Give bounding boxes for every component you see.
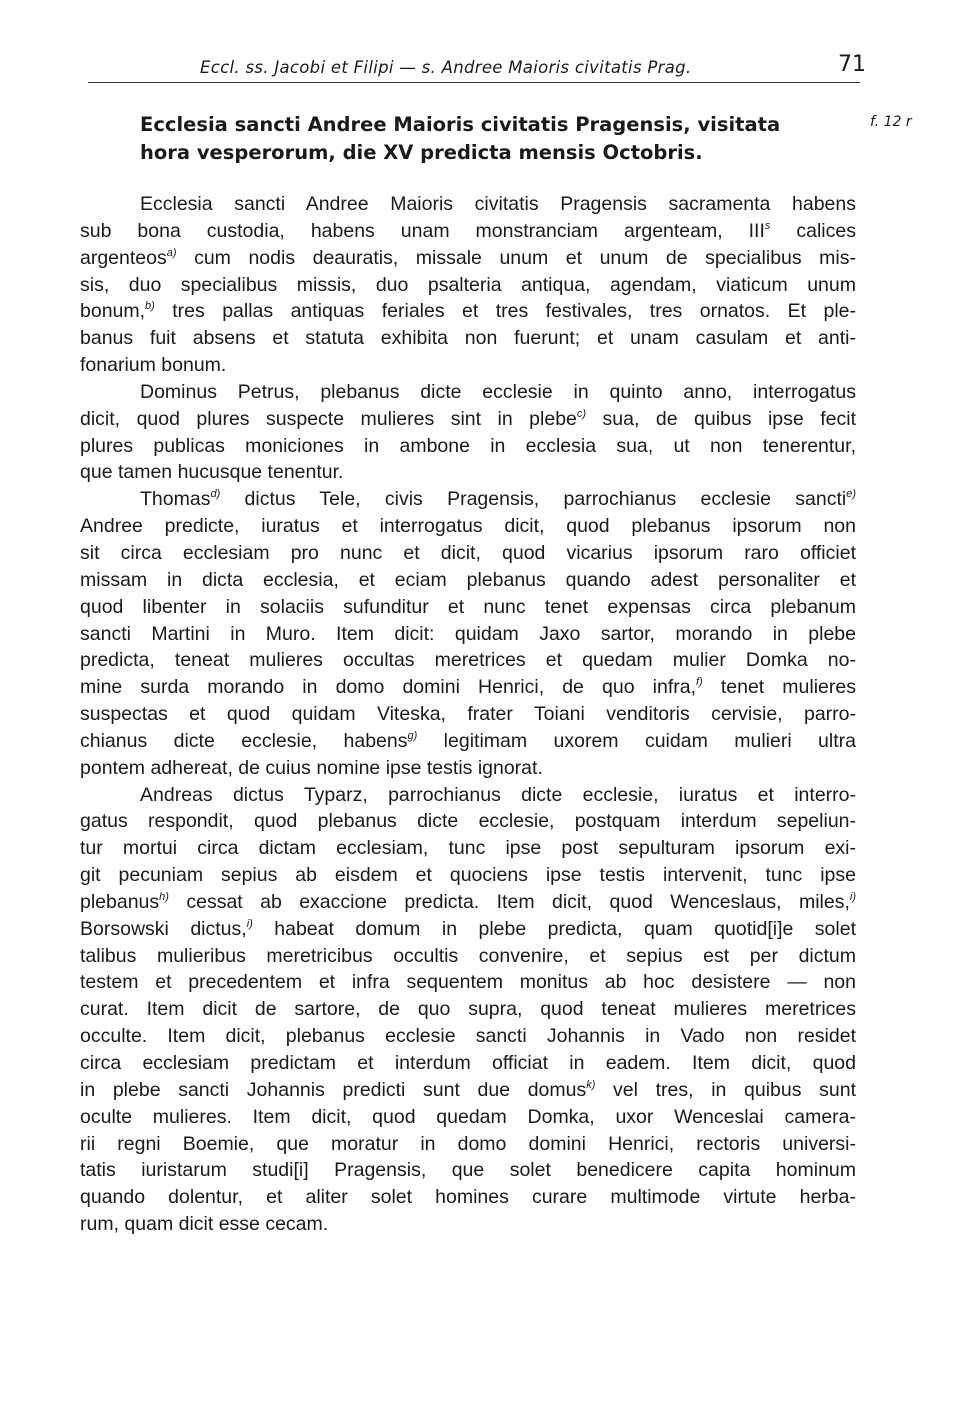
text-line: sis, duo specialibus missis, duo psalteria antiqua, agendam, viaticum unum [80, 273, 856, 296]
text-line: que tamen hucusque tenentur. [80, 461, 344, 484]
section-heading: Ecclesia sancti Andree Maioris civitatis Pragensis, visitata hora vesperorum, die XV predicta mensis Octobris. [140, 113, 781, 164]
text-line: tur mortui circa dictam ecclesiam, tunc ipse post sepulturam ipsorum exi- [80, 837, 856, 860]
text-line: missam in dicta ecclesia, et eciam plebanus quando adest personaliter et [80, 568, 856, 591]
footnote-marker: s [764, 219, 771, 232]
text-line: rii regni Boemie, que moratur in domo domini Henrici, rectoris universi- [80, 1132, 856, 1155]
text-line: oculte mulieres. Item dicit, quod quedam Domka, uxor Wenceslai camera- [80, 1105, 856, 1128]
text-line: in plebe sancti Johannis predicti sunt due domus$^{k)}$ vel tres, in quibus sunt [80, 1078, 857, 1101]
text-line: quando dolentur, et aliter solet homines curare multimode virtute herba- [80, 1186, 856, 1209]
header-rule [88, 82, 860, 83]
footnote-marker: i) [246, 917, 253, 930]
page-number: 71 [838, 52, 866, 77]
text-line: talibus mulieribus meretricibus occultis convenire, et sepius est per dictum [80, 944, 856, 967]
footnote-marker: i) [849, 890, 856, 903]
text-line: predicta, teneat mulieres occultas meretrices et quedam mulier Domka no- [80, 649, 856, 672]
text-line: banus fuit absens et statuta exhibita non fuerunt; et unam casulam et anti- [80, 327, 856, 350]
text-line: Andree predicte, iuratus et interrogatus dicit, quod plebanus ipsorum non [80, 515, 856, 538]
footnote-marker: c) [576, 407, 587, 420]
text-line: circa ecclesiam predictam et interdum officiat in eadem. Item dicit, quod [80, 1052, 856, 1074]
running-title: Eccl. ss. Jacobi et Filipi — s. Andree Maioris civitatis Prag. [200, 58, 692, 77]
footnote-marker: h) [159, 890, 169, 903]
text-line: Andreas dictus Typarz, parrochianus dicte ecclesie, iuratus et interro- [140, 783, 856, 806]
footnote-marker: k) [586, 1078, 596, 1091]
text-line: Thomas$^{d)}$ dictus Tele, civis Pragensis, parrochianus ecclesie sancti$^{e)}$ [140, 488, 856, 511]
text-line: mine surda morando in domo domini Henrici, de quo infra,$^{f)}$ tenet mulieres [80, 676, 856, 699]
text-line: plebanus$^{h)}$ cessat ab exaccione predicta. Item dicit, quod Wenceslaus, miles,$^{i)}$ [80, 890, 856, 913]
text-line: testem et precedentem et infra sequentem monitus ab hoc desistere — non [80, 971, 856, 994]
footnote-marker: a) [166, 246, 177, 259]
text-line: pontem adhereat, de cuius nomine ipse testis ignorat. [80, 756, 543, 779]
text-line: dicit, quod plures suspecte mulieres sint in plebe$^{c)}$ sua, de quibus ipse fecit [80, 407, 856, 430]
text-line: git pecuniam sepius ab eisdem et quociens ipse testis intervenit, tunc ipse [80, 864, 856, 887]
text-line: occulte. Item dicit, plebanus ecclesie sancti Johannis in Vado non residet [80, 1025, 856, 1048]
text-line: quod libenter in solaciis sufunditur et nunc tenet expensas circa plebanum [80, 595, 856, 618]
text-line: Borsowski dictus,$^{i)}$ habeat domum in plebe predicta, quam quotid[i]e solet [80, 917, 856, 940]
text-line: argenteos$^{a)}$ cum nodis deauratis, missale unum et unum de specialibus mis- [80, 246, 856, 269]
text-line: plures publicas moniciones in ambone in ecclesia sua, ut non tenerentur, [80, 434, 856, 457]
text-line: fonarium bonum. [80, 354, 227, 377]
text-line: rum, quam dicit esse cecam. [80, 1213, 329, 1236]
text-line: Dominus Petrus, plebanus dicte ecclesie in quinto anno, interrogatus [140, 380, 856, 403]
text-line: suspectas et quod quidam Viteska, frater Toiani venditoris cervisie, parro- [80, 703, 856, 726]
text-line: curat. Item dicit de sartore, de quo supra, quod teneat mulieres meretrices [80, 998, 856, 1021]
text-line: sancti Martini in Muro. Item dicit: quidam Jaxo sartor, morando in plebe [80, 622, 856, 645]
footnote-marker: d) [210, 488, 221, 501]
text-line: gatus respondit, quod plebanus dicte ecclesie, postquam interdum sepeliun- [80, 810, 856, 833]
folio-note: f. 12 r [870, 114, 912, 130]
footnote-marker: b) [145, 300, 155, 313]
footnote-marker: f) [696, 676, 703, 689]
text-line: sit circa ecclesiam pro nunc et dicit, quod vicarius ipsorum raro officiet [80, 541, 856, 564]
text-line: sub bona custodia, habens unam monstranciam argenteam, III$^s$ calices [80, 219, 856, 242]
text-line: Ecclesia sancti Andree Maioris civitatis Pragensis sacramenta habens [140, 193, 856, 215]
text-line: chianus dicte ecclesie, habens$^{g)}$ legitimam uxorem cuidam mulieri ultra [80, 729, 856, 752]
footnote-marker: g) [407, 729, 418, 742]
text-line: bonum,$^{b)}$ tres pallas antiquas feriales et tres festivales, tres ornatos. Et ple- [80, 300, 856, 323]
text-line: tatis iuristarum studi[i] Pragensis, que solet benedicere capita hominum [80, 1159, 856, 1182]
body-text [80, 191, 856, 1238]
footnote-marker: e) [846, 488, 856, 501]
